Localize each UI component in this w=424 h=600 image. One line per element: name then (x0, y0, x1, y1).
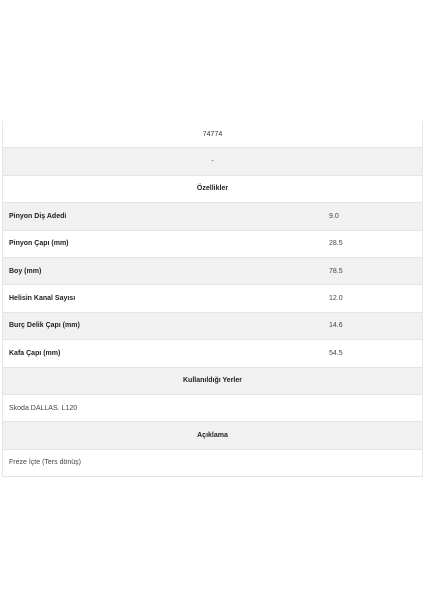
feature-label: Pinyon Çapı (mm) (9, 240, 69, 248)
product-code: 74774 (202, 130, 223, 138)
product-code-row (3, 121, 422, 148)
feature-value: 9.0 (329, 212, 339, 220)
usage-header-row (3, 368, 422, 395)
feature-value: 14.6 (329, 322, 343, 330)
feature-value: 12.0 (329, 295, 343, 303)
features-header: Özellikler (196, 185, 229, 193)
feature-row (3, 285, 422, 312)
feature-label: Helisin Kanal Sayısı (9, 295, 76, 303)
feature-value: 54.5 (329, 349, 343, 357)
features-header-row (3, 176, 422, 203)
feature-value: 78.5 (329, 267, 343, 275)
feature-label: Kafa Çapı (mm) (9, 349, 61, 357)
usage-value: Skoda DALLAS. L120 (9, 404, 78, 412)
feature-value: 28.5 (329, 240, 343, 248)
feature-row (3, 231, 422, 258)
description-header: Açıklama (197, 431, 228, 439)
feature-label: Pinyon Diş Adedi (9, 212, 67, 220)
feature-row (3, 258, 422, 285)
dash-row (3, 148, 422, 175)
feature-row (3, 313, 422, 340)
feature-label: Burç Delik Çapı (mm) (9, 322, 80, 330)
dash-value: - (211, 158, 214, 166)
description-row (3, 450, 422, 477)
feature-row (3, 340, 422, 367)
usage-header: Kullanıldığı Yerler (182, 377, 242, 385)
description-header-row (3, 422, 422, 449)
spec-table (2, 121, 423, 477)
feature-label: Boy (mm) (9, 267, 42, 275)
description-value: Freze İçte (Ters dönüş) (9, 459, 81, 467)
feature-row (3, 203, 422, 230)
usage-row (3, 395, 422, 422)
